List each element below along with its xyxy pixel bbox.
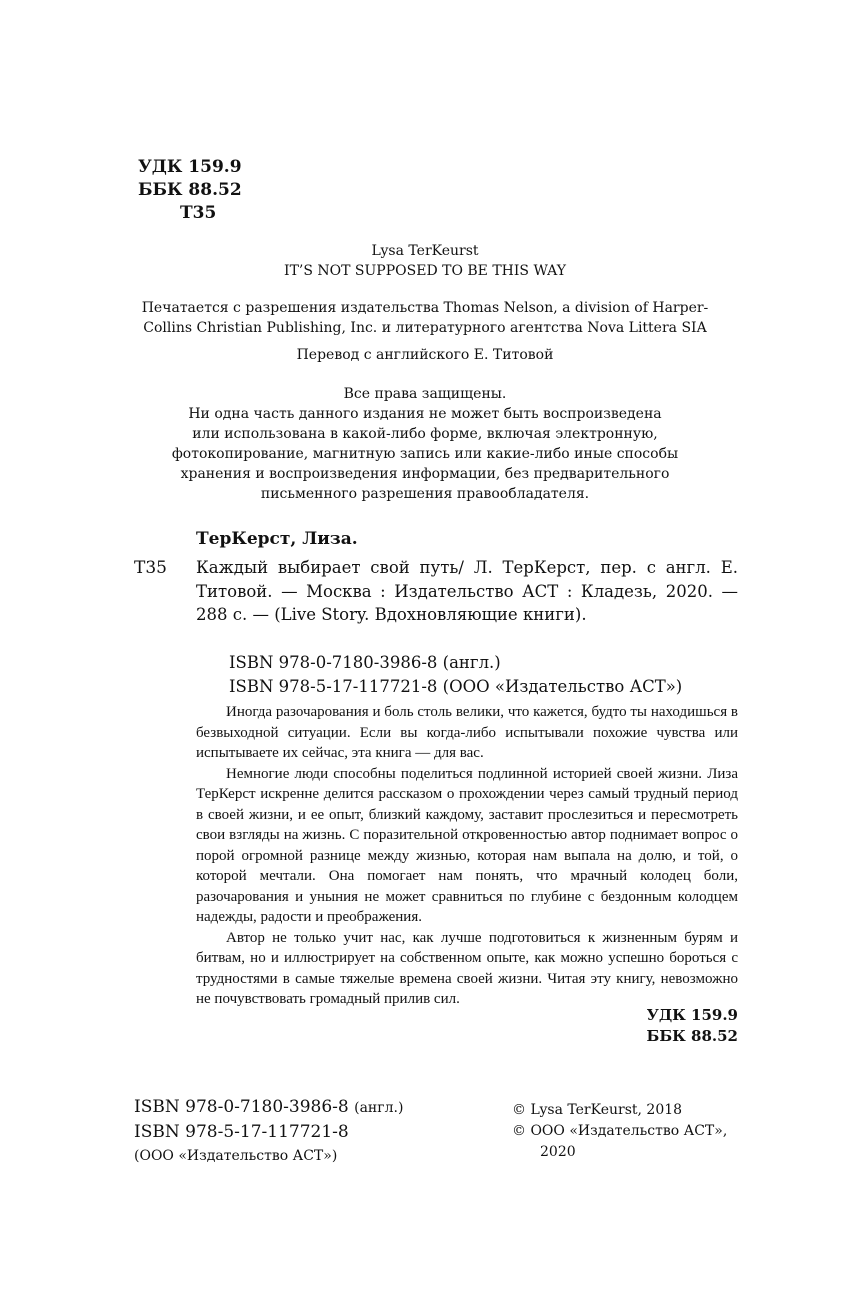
rights-notice bbox=[120, 384, 730, 504]
permission-line-1: Печатается с разрешения издательства Thomas Nelson, a division of Harper- bbox=[141, 300, 709, 316]
bottom-isbn-block bbox=[134, 1095, 403, 1168]
catalog-isbn-english: ISBN 978-0-7180-3986-8 (англ.) bbox=[229, 653, 501, 672]
annotation-paragraph: Немногие люди способны поделиться подлинной историей своей жизни. Лиза ТерКерст искренне делится рассказом о прохождении через самый трудный период в своей жизни, и ее опыт, близкий каждому, заставит прослезиться и пересмотреть свои взгляды на жизнь. С поразительной откровенностью автор поднимает вопрос о порой огромной разнице между жизнью, которая нам выпала на долю, и той, о которой мечтали. Она помогает нам понять, что мрачный колодец боли, разочарования и уныния не может сравниться по глубине с бездонным колодцем надежды, радости и преображения. bbox=[196, 765, 738, 925]
udk-code-right: УДК 159.9 bbox=[646, 1006, 738, 1024]
catalog-isbn-block bbox=[229, 651, 682, 699]
rights-line: хранения и воспроизведения информации, без предварительного bbox=[180, 466, 670, 482]
annotation bbox=[196, 702, 738, 1010]
bottom-isbn-english: ISBN 978-0-7180-3986-8 bbox=[134, 1097, 349, 1117]
copyright-publisher-year: 2020 bbox=[540, 1144, 576, 1160]
annotation-paragraph: Иногда разочарования и боль столь велики, что кажется, будто ты находишься в безвыходной ситуации. Если вы когда-либо испытывали похожие чувства или испытываете их сейчас, эта книга — для вас. bbox=[196, 704, 738, 761]
original-author: Lysa TerKeurst bbox=[371, 243, 479, 259]
bottom-isbn-russian-note: (ООО «Издательство АСТ») bbox=[134, 1148, 338, 1164]
copyright-block bbox=[512, 1100, 727, 1163]
permission-line-2: Collins Christian Publishing, Inc. и литературного агентства Nova Littera SIA bbox=[143, 320, 707, 336]
catalog-isbn-russian: ISBN 978-5-17-117721-8 (ООО «Издательство АСТ») bbox=[229, 677, 683, 696]
rights-line: письменного разрешения правообладателя. bbox=[260, 486, 590, 502]
copyright-publisher: © ООО «Издательство АСТ», bbox=[512, 1123, 728, 1139]
annotation-paragraph: Автор не только учит нас, как лучше подготовиться к жизненным бурям и битвам, но и иллюстрирует на собственном опыте, как можно успешно бороться с трудностями в самые тяжелые времена своей жизни. Читая эту книгу, невозможно не почувствовать громадный прилив сил. bbox=[196, 929, 738, 1007]
catalog-description: Каждый выбирает свой путь/ Л. ТерКерст, пер. с англ. Е. Титовой. — Москва : Издательство АСТ : Кладезь, 2020. — 288 с. — (Live Story. Вдохновляющие книги). bbox=[196, 558, 738, 624]
bottom-isbn-english-note: (англ.) bbox=[354, 1100, 404, 1116]
top-classification-codes bbox=[138, 156, 242, 225]
author-mark: Т35 bbox=[180, 203, 217, 223]
permission-notice bbox=[120, 298, 730, 338]
translation-credit: Перевод с английского Е. Титовой bbox=[296, 347, 554, 363]
rights-line: Все права защищены. bbox=[343, 386, 507, 402]
bbk-code: ББК 88.52 bbox=[138, 180, 242, 200]
rights-line: фотокопирование, магнитную запись или какие-либо иные способы bbox=[171, 446, 679, 462]
udk-code: УДК 159.9 bbox=[138, 157, 242, 177]
right-classification-codes bbox=[600, 1005, 738, 1047]
copyright-author: © Lysa TerKeurst, 2018 bbox=[512, 1102, 683, 1118]
bbk-code-right: ББК 88.52 bbox=[646, 1027, 738, 1045]
original-title: IT’S NOT SUPPOSED TO BE THIS WAY bbox=[284, 263, 566, 279]
catalog-author-heading: ТерКерст, Лиза. bbox=[196, 529, 358, 549]
rights-line: Ни одна часть данного издания не может быть воспроизведена bbox=[188, 406, 662, 422]
bottom-isbn-russian: ISBN 978-5-17-117721-8 bbox=[134, 1122, 349, 1142]
catalog-author-mark: Т35 bbox=[134, 558, 167, 578]
rights-line: или использована в какой-либо форме, включая электронную, bbox=[192, 426, 658, 442]
original-edition-info bbox=[120, 241, 730, 281]
